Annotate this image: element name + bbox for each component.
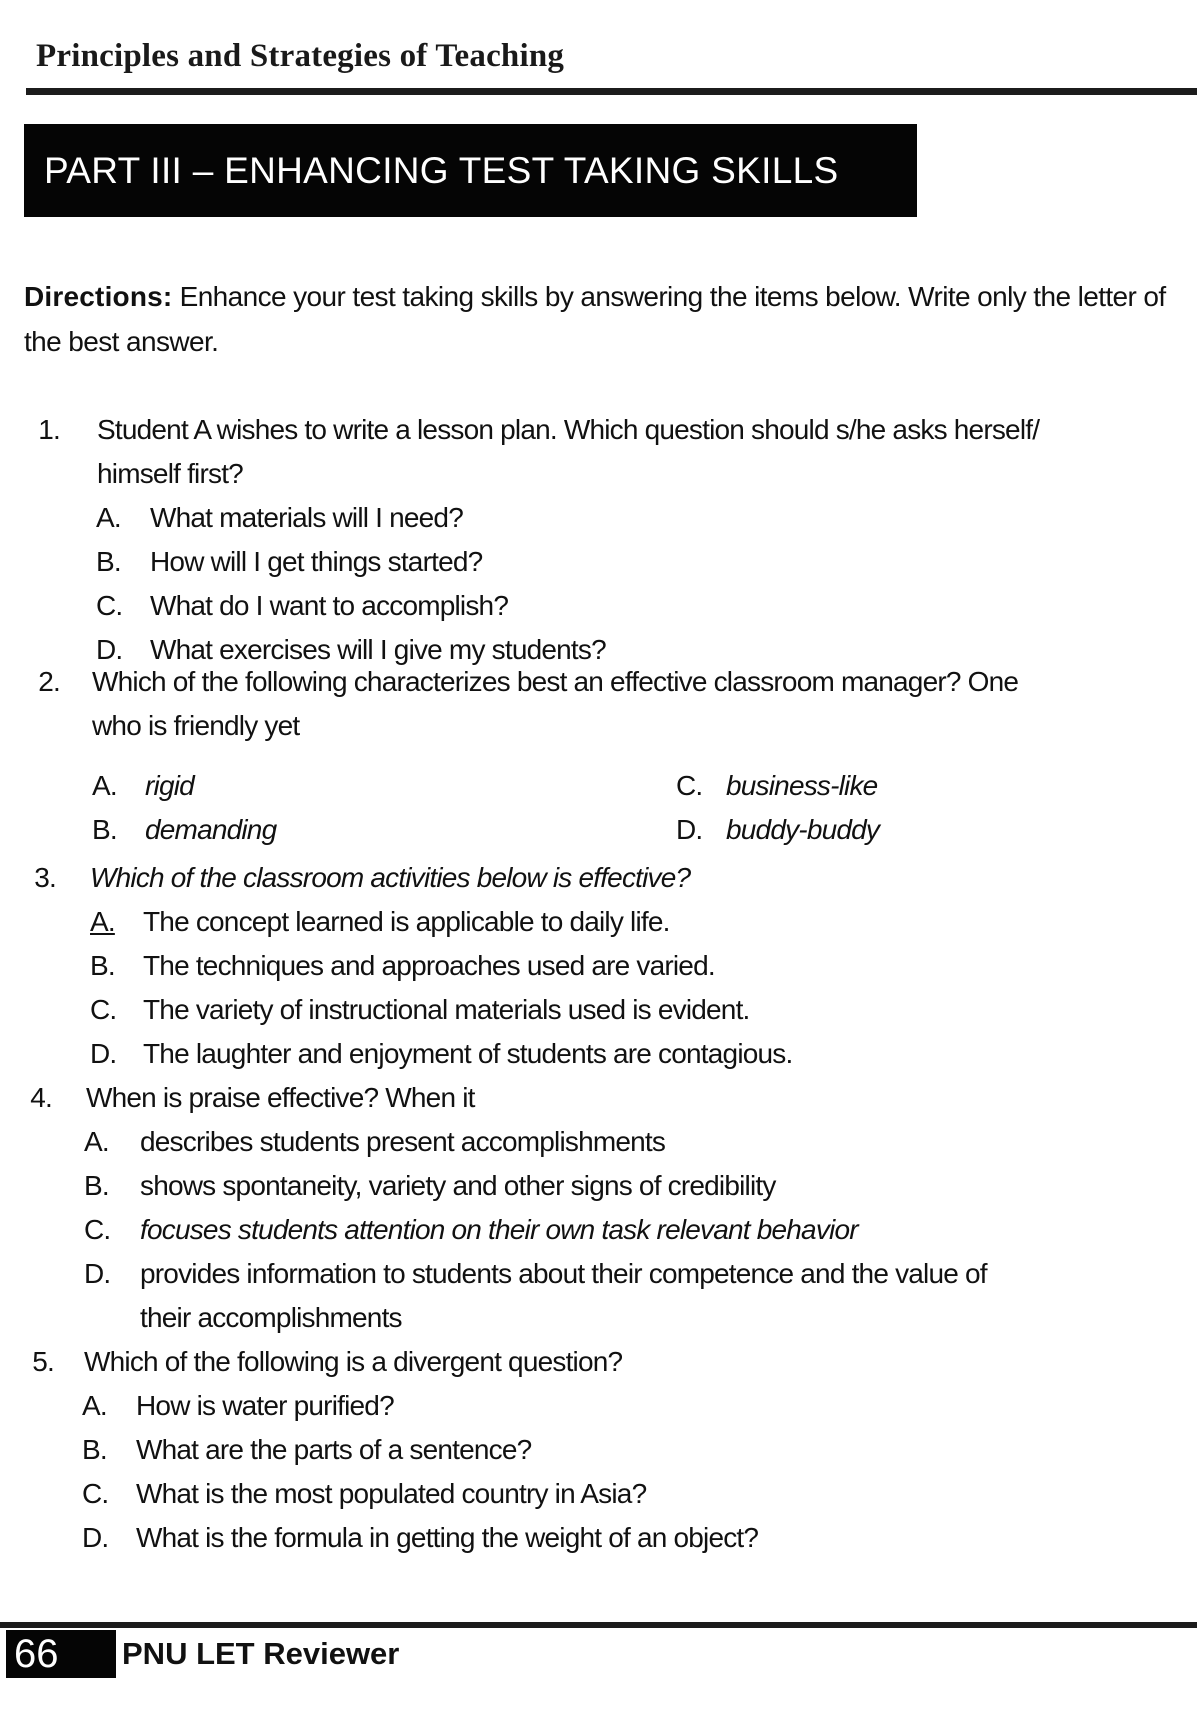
option	[0, 1252, 1197, 1296]
option	[0, 1032, 1197, 1076]
option-text: buddy-buddy	[726, 814, 880, 845]
option-letter: B.	[92, 814, 117, 845]
running-head: Principles and Strategies of Teaching	[36, 38, 565, 74]
directions-text: Enhance your test taking skills by answering the items below. Write only the letter of the best answer.	[24, 281, 1166, 357]
option-letter: B.	[84, 1170, 109, 1201]
option-letter: A.	[96, 502, 121, 533]
option	[0, 1384, 1197, 1428]
question-number: 4.	[30, 1082, 52, 1113]
option	[0, 808, 1197, 852]
option-text: What exercises will I give my students?	[150, 634, 606, 665]
option-letter: A.	[84, 1126, 109, 1157]
bottom-rule	[0, 1622, 1197, 1628]
option-text: The concept learned is applicable to daily life.	[143, 906, 670, 937]
option	[0, 988, 1197, 1032]
option	[0, 900, 1197, 944]
option-letter: C.	[84, 1214, 111, 1245]
footer-title: PNU LET Reviewer	[122, 1636, 400, 1671]
option-text: What do I want to accomplish?	[150, 590, 509, 621]
option-text: The laughter and enjoyment of students are contagious.	[143, 1038, 793, 1069]
part-banner-title: PART III – ENHANCING TEST TAKING SKILLS	[44, 149, 839, 191]
option	[0, 1472, 1197, 1516]
option-text: focuses students attention on their own task relevant behavior	[140, 1214, 858, 1245]
option-letter: B.	[90, 950, 115, 981]
option-letter: A.	[92, 770, 117, 801]
option-letter: C.	[96, 590, 123, 621]
option-text: What are the parts of a sentence?	[136, 1434, 532, 1465]
option-text: What is the formula in getting the weight of an object?	[136, 1522, 759, 1553]
option-text: How will I get things started?	[150, 546, 483, 577]
option-text: demanding	[145, 814, 277, 845]
option-text: describes students present accomplishments	[140, 1126, 666, 1157]
option-letter: B.	[96, 546, 121, 577]
question-number: 2.	[38, 666, 60, 697]
option-letter: D.	[82, 1522, 109, 1553]
question-list	[0, 408, 1197, 1560]
option-letter: A.	[90, 906, 115, 937]
option	[0, 1120, 1197, 1164]
option-cont	[0, 1296, 1197, 1340]
question-stem-cont: who is friendly yet	[92, 710, 300, 741]
option-letter: C.	[90, 994, 117, 1025]
option-text: provides information to students about their competence and the value of	[140, 1258, 987, 1289]
question-number: 1.	[38, 414, 60, 445]
option	[0, 1428, 1197, 1472]
option-letter: B.	[82, 1434, 107, 1465]
question-5	[0, 1340, 1197, 1560]
question-number: 5.	[32, 1346, 54, 1377]
option	[0, 540, 1197, 584]
option-text: What materials will I need?	[150, 502, 463, 533]
option	[0, 496, 1197, 540]
option-letter: D.	[96, 634, 123, 665]
question-stem: Which of the following is a divergent question?	[84, 1346, 623, 1377]
option	[0, 944, 1197, 988]
question-stem: Student A wishes to write a lesson plan. Which question should s/he asks herself/	[97, 414, 1040, 445]
question-2	[0, 660, 1197, 856]
directions	[24, 274, 1174, 364]
top-rule	[26, 88, 1197, 95]
option-text: The variety of instructional materials used is evident.	[143, 994, 750, 1025]
question-stem-cont: himself first?	[97, 458, 243, 489]
option-text: What is the most populated country in Asia?	[136, 1478, 647, 1509]
directions-label: Directions:	[24, 281, 173, 312]
option-text: How is water purified?	[136, 1390, 394, 1421]
option-text: business-like	[726, 770, 878, 801]
question-stem: Which of the classroom activities below is effective?	[90, 862, 691, 893]
option-text-cont: their accomplishments	[140, 1302, 402, 1333]
option-letter: D.	[676, 814, 703, 845]
option-letter: C.	[676, 770, 703, 801]
option	[0, 1164, 1197, 1208]
option-text: rigid	[145, 770, 194, 801]
option-letter: D.	[84, 1258, 111, 1289]
option	[0, 584, 1197, 628]
option	[0, 764, 1197, 808]
option-letter: A.	[82, 1390, 107, 1421]
question-stem: Which of the following characterizes best an effective classroom manager? One	[92, 666, 1019, 697]
question-4	[0, 1076, 1197, 1340]
option	[0, 1208, 1197, 1252]
option-letter: C.	[82, 1478, 109, 1509]
option-text: shows spontaneity, variety and other signs of credibility	[140, 1170, 776, 1201]
page-number: 66	[6, 1630, 116, 1678]
option-text: The techniques and approaches used are varied.	[143, 950, 715, 981]
part-banner	[24, 124, 917, 217]
question-stem: When is praise effective? When it	[86, 1082, 475, 1113]
option-letter: D.	[90, 1038, 117, 1069]
option	[0, 1516, 1197, 1560]
question-number: 3.	[34, 862, 56, 893]
question-3	[0, 856, 1197, 1076]
question-1	[0, 408, 1197, 665]
